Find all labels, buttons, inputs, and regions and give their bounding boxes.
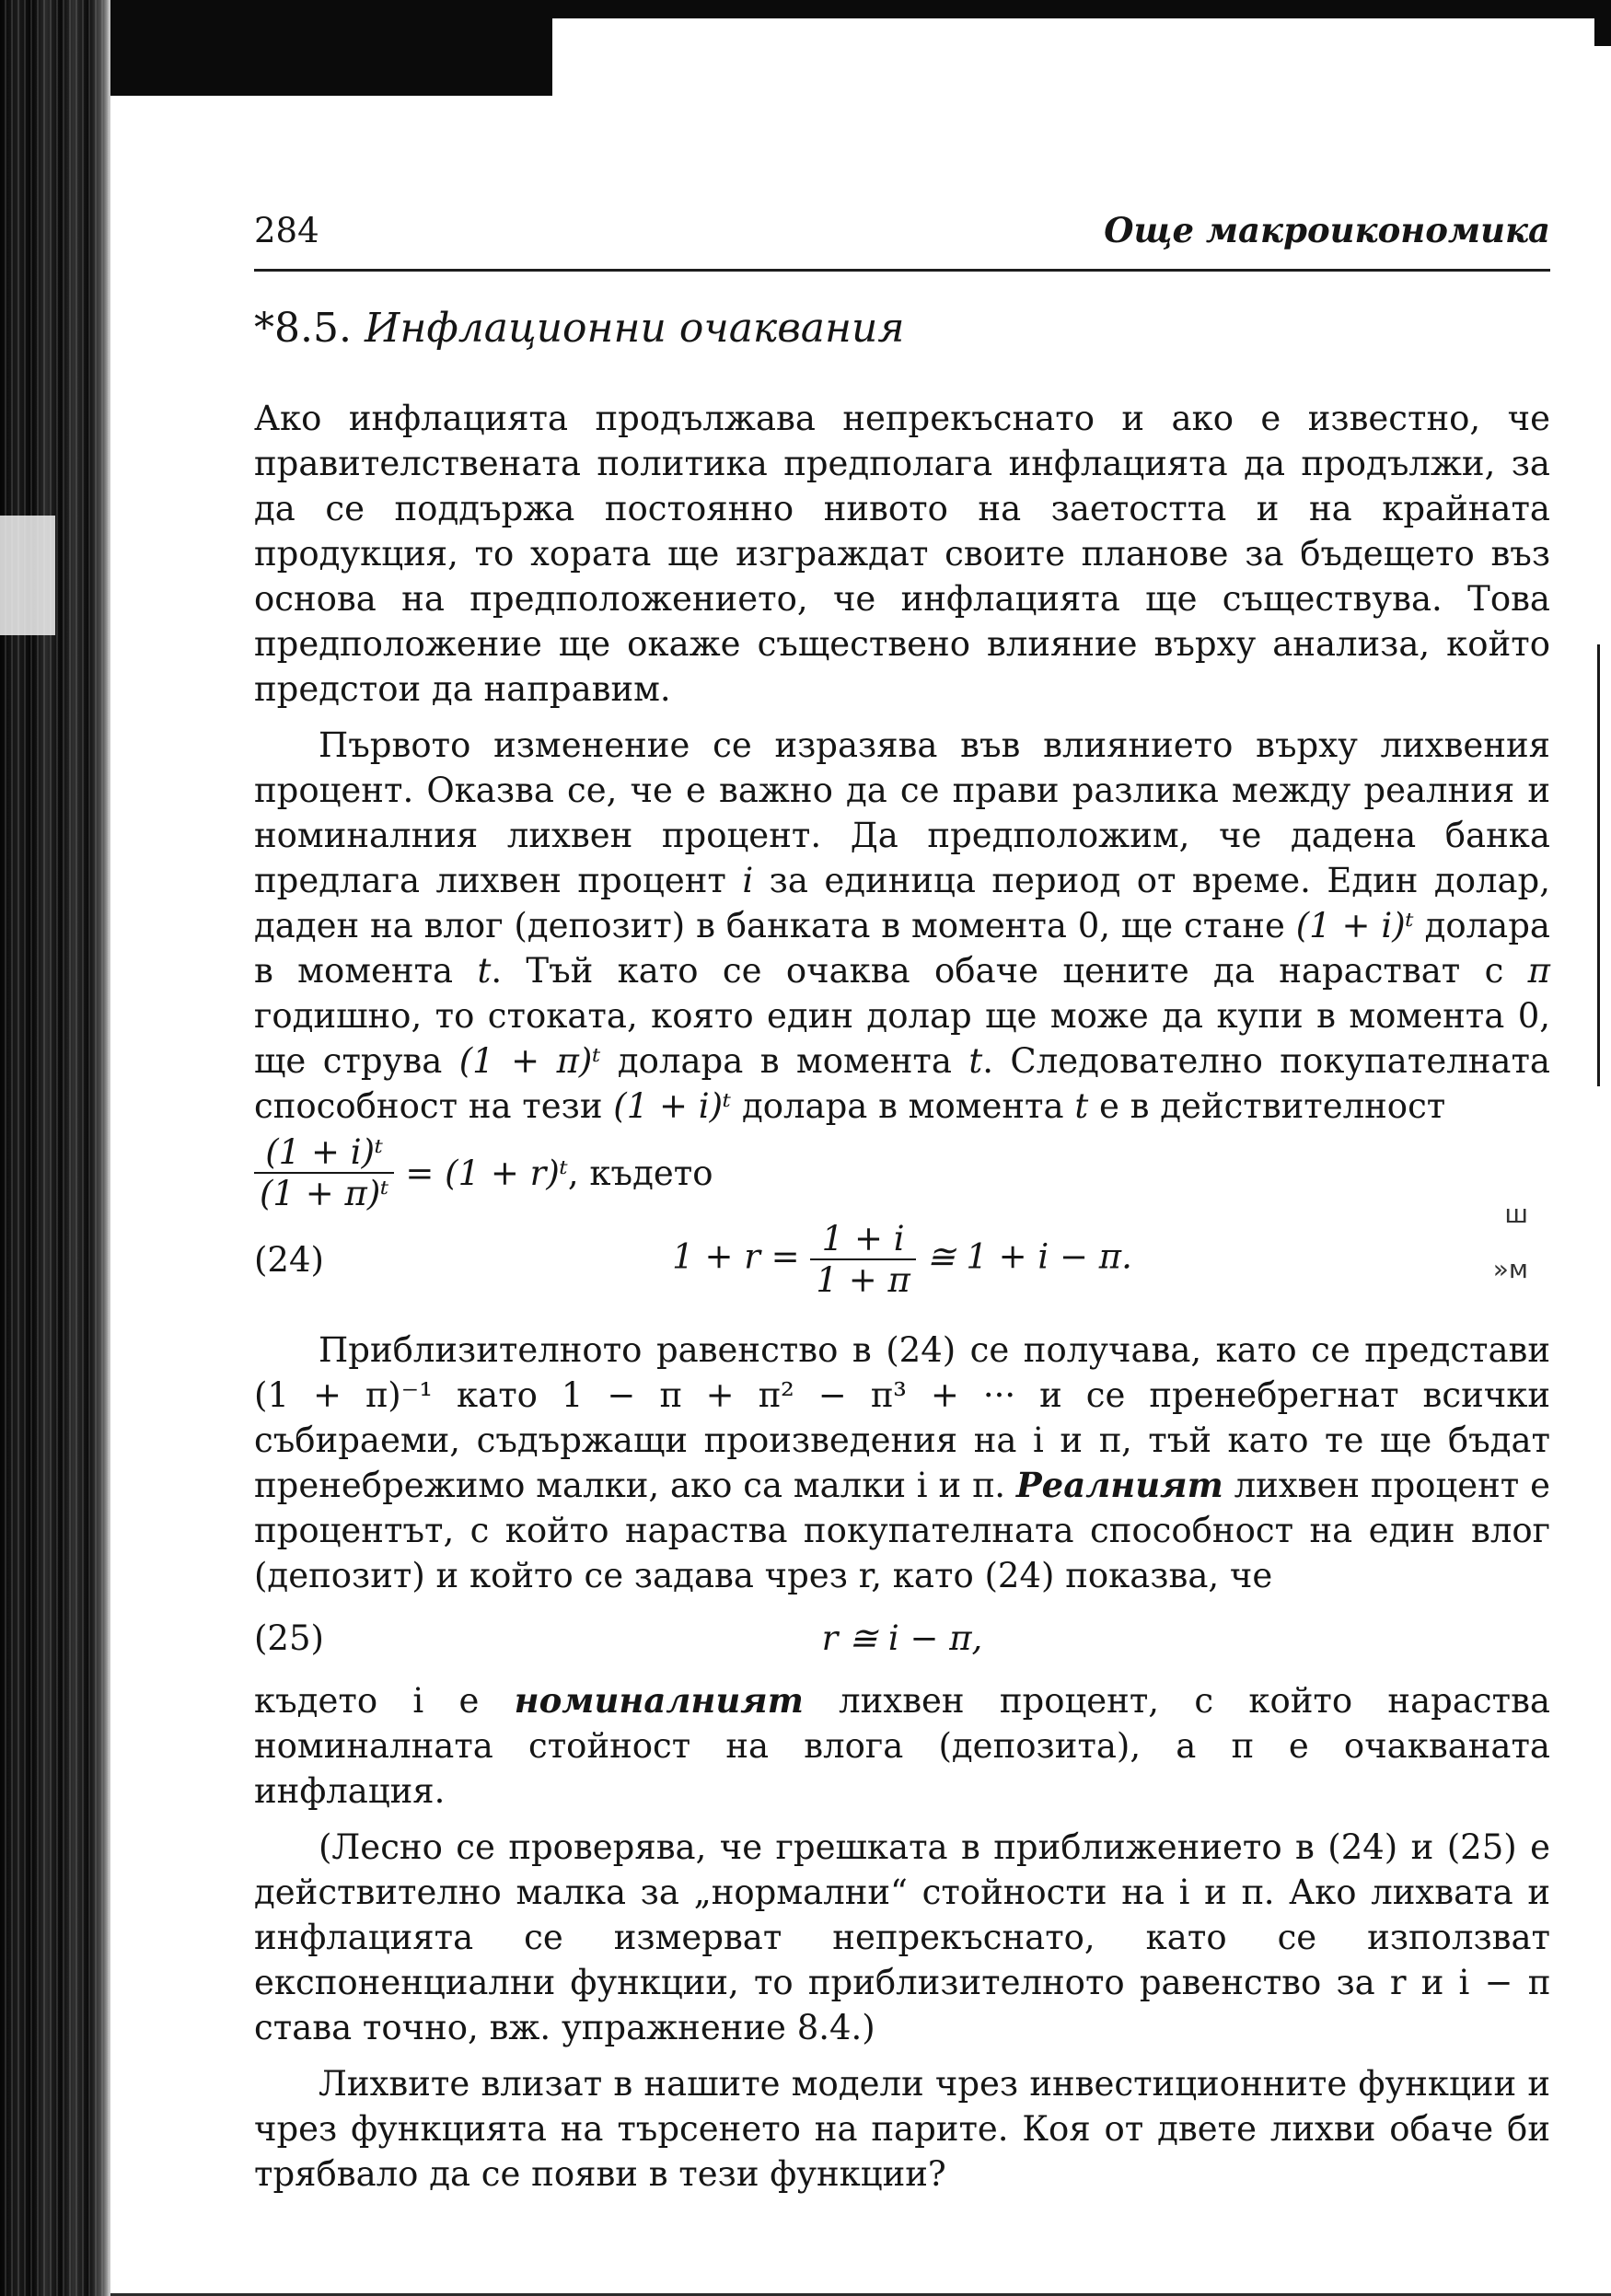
section-number: *8.5. [254,305,352,352]
paragraph-5: (Лесно се проверява, че грешката в приближението в (24) и (25) е действително малка за „нормални“ стойности на i и π. Ако лихвата и инфлацията се измерват непрекъснато, като се използват експоненциални функции, то приблизителното равенство за r и i − π става точно, вж. упражнение 8.4.) [254,1827,1550,2047]
paragraph-3-text-b: лихвен процент е процентът, с който нараства покупателната способност на един влог (депозит) и който се задава чрез r, като (24) показва, че [254,1466,1550,1595]
equation-25 [254,1618,1550,1658]
fraction-numerator: (1 + i)ᵗ [254,1132,394,1174]
math-price-growth: (1 + π)ᵗ [458,1041,601,1081]
equation-fraction [810,1219,915,1300]
paragraph-1: Ако инфлацията продължава непрекъснато и ако е известно, че правителствената политика предполага инфлацията да продължи, за да се поддържа постоянно нивото на заетостта и на крайната продукция, то хората ще изграждат своите планове за бъдещето въз основа на предположението, че инфлацията ще съществува. Това предположение ще окаже съществено влияние върху анализа, който предстои да направим. [254,399,1550,709]
paragraph-2-text-k: е в действителност [1088,1086,1446,1126]
purchasing-power-formula [254,1132,1550,1213]
fraction-denominator: (1 + π)ᵗ [260,1174,389,1213]
paragraph-2-text-c: долара в момента [254,906,1550,991]
equation-lhs: 1 + r = [672,1236,800,1277]
term-nominal: номиналният [514,1680,804,1721]
paragraph-2-text-e: годишно, то стоката, която един долар ще може да купи в момента 0, ще струва [254,996,1550,1081]
paragraph-2-text-d: . Тъй като се очаква обаче цените да нарастват с [491,951,1528,991]
paragraph-2-text-a: Първото изменение се изразява във влиянието върху лихвения процент. Оказва се, че е важно да се прави разлика между реалния и номиналния лихвен процент. Да предположим, че дадена банка предлага лихвен процент [254,725,1550,900]
paragraph-4-text-a: където i е [254,1681,515,1721]
section-heading [254,305,1550,352]
paragraph-6: Лихвите влизат в нашите модели чрез инвестиционните функции и чрез функцията на търсенето на парите. Коя от двете лихви обаче би трябвало да се появи в тези функции? [254,2064,1550,2194]
math-t: t [1074,1086,1089,1126]
chapter-title: Още макроикономика [1104,210,1550,250]
scan-right-edge-mark [1597,644,1600,1086]
spine-light-patch [0,516,55,635]
math-i: i [742,861,754,900]
book-page [254,210,1550,2197]
equation-body: r ≅ i − π, [821,1618,983,1658]
paragraph-2-text-b: за единица период от време. Един долар, даден на влог (депозит) в банката в момента 0, ще стане [254,861,1550,945]
math-deposit-growth: (1 + i)ᵗ [1295,906,1414,945]
equation-24 [254,1219,1550,1300]
purchasing-power-fraction [254,1132,394,1213]
running-header [254,210,1550,272]
margin-mark-1: ш [1504,1199,1528,1229]
math-t: t [477,951,492,991]
equation-label: (25) [254,1618,324,1658]
formula-rhs: = (1 + r)ᵗ [405,1153,568,1193]
formula-tail: , където [567,1153,713,1193]
paragraph-4 [254,1678,1550,1814]
margin-mark-2: »м [1492,1254,1528,1284]
section-title: Инфлационни очаквания [364,305,905,352]
equation-label: (24) [254,1239,324,1280]
equation-body [365,1219,1440,1300]
math-pi: π [1527,951,1550,991]
page-number: 284 [254,211,319,250]
math-deposit-growth: (1 + i)ᵗ [613,1086,732,1126]
scan-top-right-corner [1594,0,1611,46]
paragraph-3 [254,1328,1550,1598]
term-real: Реалният [1015,1465,1223,1505]
paragraph-4-text-b: лихвен процент, с който нараства номиналната стойност на влога (депозита), а π е очакваната инфлация. [254,1681,1550,1811]
fraction-denominator: 1 + π [816,1260,910,1300]
book-spine-shadow [0,0,110,2296]
paragraph-2 [254,723,1550,1129]
fraction-numerator: 1 + i [810,1219,915,1260]
paragraph-3-text-a: Приблизителното равенство в (24) се получава, като се представи (1 + π)⁻¹ като 1 − π + π² − π³ + ··· и се пренебрегнат всички събираеми, съдържащи произведения на i и π, тъй като те ще бъдат пренебрежимо малки, ако са малки i и π. [254,1330,1550,1505]
equation-rhs: ≅ 1 + i − π. [926,1236,1132,1277]
math-t: t [968,1041,983,1081]
paragraph-2-text-f: долара в момента [600,1041,969,1081]
paragraph-2-text-g: . Следователно покупателната способност на тези [254,1041,1550,1126]
paragraph-2-text-h: долара в момента [731,1086,1075,1126]
